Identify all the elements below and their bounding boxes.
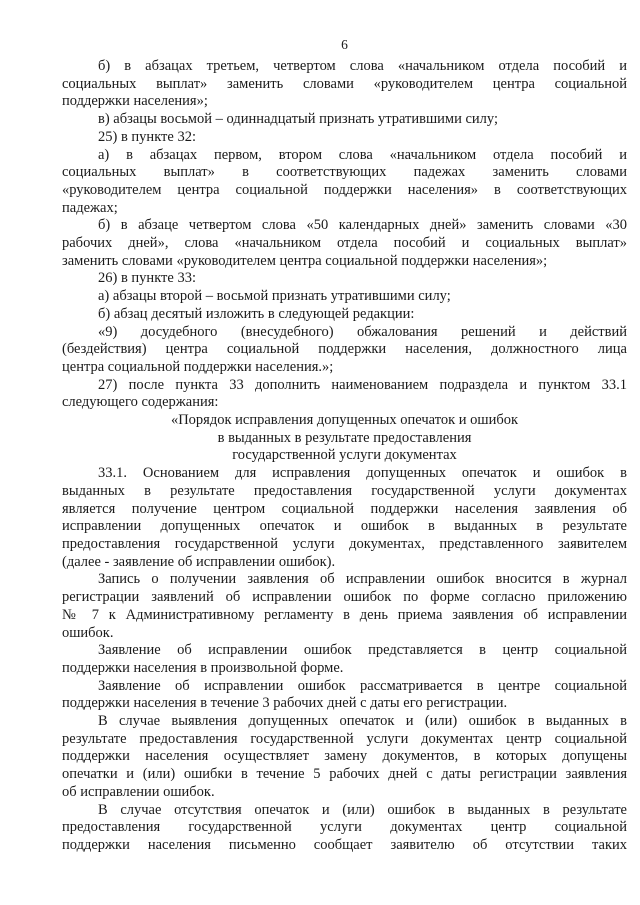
text-line: В случае выявления допущенных опечаток и (или) ошибок в выданных в <box>98 713 627 730</box>
text-line: Запись о получении заявления об исправлении ошибок вносится в журнал <box>98 571 627 588</box>
text-line: 26) в пункте 33: <box>98 270 196 287</box>
text-line: социальных выплат» заменить словами «руководителем центра социальной <box>62 75 627 92</box>
text-line: б) в абзацах третьем, четвертом слова «начальником отдела пособий и <box>98 58 627 74</box>
text-line: поддержки населения в произвольной форме. <box>62 659 344 676</box>
text-line: государственной услуги документах <box>232 447 457 464</box>
text-line: поддержки населения осуществляет замену документов, в которых допущены <box>62 748 627 765</box>
text-line: (далее - заявление об исправлении ошибок). <box>62 553 336 570</box>
text-line: поддержки населения в течение 3 рабочих дней с даты его регистрации. <box>62 695 508 712</box>
text-line: выданных в результате предоставления государственной услуги документах <box>62 482 627 499</box>
text-line: а) в абзацах первом, втором слова «начальником отдела пособий и <box>98 146 627 163</box>
page-number: 6 <box>341 37 348 52</box>
text-line: Заявление об исправлении ошибок рассматривается в центре социальной <box>98 677 627 694</box>
text-line: следующего содержания: <box>62 394 219 411</box>
text-line: об исправлении ошибок. <box>62 783 215 800</box>
text-line: является получение центром социальной поддержки населения заявления об <box>62 500 627 517</box>
text-line: «Порядок исправления допущенных опечаток и ошибок <box>170 412 519 429</box>
text-line: б) в абзаце четвертом слова «50 календарных дней» заменить словами «30 <box>98 217 627 234</box>
text-line: предоставления государственной услуги документах, представленного заявителем <box>62 535 627 552</box>
text-line: «9) досудебного (внесудебного) обжалования решений и действий <box>98 323 627 340</box>
text-line: 27) после пункта 33 дополнить наименованием подраздела и пунктом 33.1 <box>98 376 627 393</box>
text-line: ошибок. <box>62 624 114 641</box>
text-line: предоставления государственной услуги документах центр социальной <box>62 819 627 836</box>
text-line: 25) в пункте 32: <box>98 128 196 145</box>
text-line: поддержки населения письменно сообщает заявителю об отсутствии таких <box>62 836 627 853</box>
text-line: в выданных в результате предоставления <box>217 429 472 446</box>
text-line: падежах; <box>62 199 118 216</box>
text-line: социальных выплат» в соответствующих падежах заменить словами <box>62 164 627 181</box>
document-body <box>62 58 627 855</box>
text-line: регистрации заявлений об исправлении ошибок по форме согласно приложению <box>62 589 627 606</box>
text-line: заменить словами «руководителем центра социальной поддержки населения»; <box>62 252 548 269</box>
text-line: В случае отсутствия опечаток и (или) ошибок в выданных в результате <box>98 801 627 818</box>
text-line: исправлении допущенных опечаток и ошибок в выданных в результате <box>62 518 627 535</box>
text-line: Заявление об исправлении ошибок представляется в центр социальной <box>98 642 627 659</box>
text-line: (бездействия) центра социальной поддержки населения, должностного лица <box>62 341 627 358</box>
text-line: в) абзацы восьмой – одиннадцатый признать утратившими силу; <box>98 111 498 128</box>
text-line: № 7 к Административному регламенту в день приема заявления об исправлении <box>62 606 627 623</box>
text-line: центра социальной поддержки населения.»; <box>62 358 334 375</box>
text-line: 33.1. Основанием для исправления допущенных опечаток и ошибок в <box>98 465 627 482</box>
text-line: опечатки и (или) ошибки в течение 5 рабочих дней с даты регистрации заявления <box>62 766 627 783</box>
text-line: рабочих дней», слова «начальником отдела пособий и социальных выплат» <box>62 235 627 252</box>
text-line: результате предоставления государственной услуги документах центр социальной <box>62 730 627 747</box>
text-line: а) абзацы второй – восьмой признать утратившими силу; <box>98 288 451 305</box>
text-line: поддержки населения»; <box>62 93 208 110</box>
text-line: б) абзац десятый изложить в следующей редакции: <box>98 305 415 322</box>
text-line: «руководителем центра социальной поддержки населения» в соответствующих <box>62 181 627 198</box>
